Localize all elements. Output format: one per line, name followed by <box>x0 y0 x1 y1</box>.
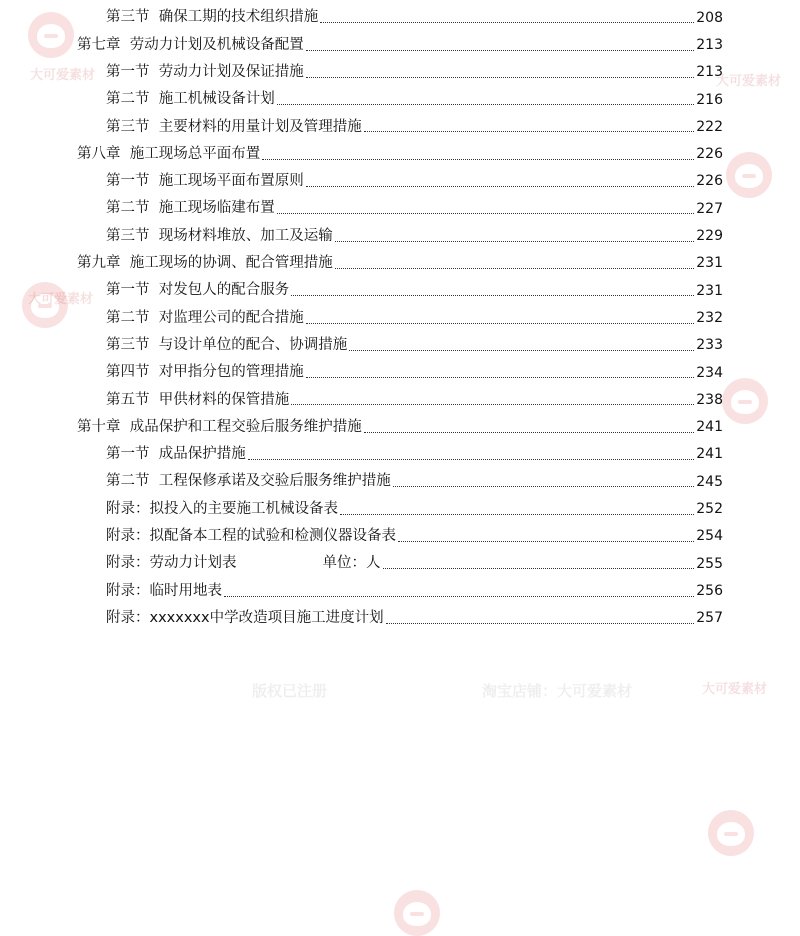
toc-entry-label: 第十章 成品保护和工程交验后服务维护措施 <box>77 418 362 435</box>
toc-entry-label: 第二节 施工现场临建布置 <box>106 200 275 217</box>
toc-leader-dots <box>224 595 694 597</box>
toc-entry[interactable] <box>0 168 800 195</box>
toc-entry-page-number: 233 <box>696 337 723 354</box>
toc-entry-label: 第二节 对监理公司的配合措施 <box>106 309 304 326</box>
toc-entry[interactable] <box>0 523 800 550</box>
watermark-brand-text: 大可爱素材 <box>716 74 782 89</box>
toc-leader-dots <box>277 212 695 214</box>
toc-entry-page-number: 213 <box>696 64 723 81</box>
toc-leader-dots <box>320 21 694 23</box>
toc-entry-label: 附录：临时用地表 <box>106 582 222 599</box>
toc-entry[interactable] <box>0 468 800 495</box>
toc-entry-page-number: 241 <box>696 419 723 436</box>
toc-entry-page-number: 231 <box>696 282 723 299</box>
toc-entry-page-number: 222 <box>696 118 723 135</box>
toc-leader-dots <box>306 49 695 51</box>
toc-entry[interactable] <box>0 113 800 140</box>
toc-entry-page-number: 252 <box>696 500 723 517</box>
toc-entry[interactable] <box>0 577 800 604</box>
toc-entry[interactable] <box>0 222 800 249</box>
toc-entry[interactable] <box>0 31 800 58</box>
toc-leader-dots <box>335 267 695 269</box>
toc-entry[interactable] <box>0 413 800 440</box>
toc-leader-dots <box>291 403 694 405</box>
toc-entry-label: 第八章 施工现场总平面布置 <box>77 145 261 162</box>
toc-entry-page-number: 234 <box>696 364 723 381</box>
toc-entry[interactable] <box>0 86 800 113</box>
toc-entry-label: 第一节 劳动力计划及保证措施 <box>106 63 304 80</box>
watermark-brand-text: 大可爱素材 <box>28 292 94 307</box>
toc-entry-page-number: 226 <box>696 173 723 190</box>
watermark-logo-icon <box>708 810 754 856</box>
toc-entry-page-number: 216 <box>696 91 723 108</box>
toc-entry-label: 第四节 对甲指分包的管理措施 <box>106 364 304 381</box>
watermark-brand-text: 大可爱素材 <box>702 682 768 697</box>
toc-entry-label: 第九章 施工现场的协调、配合管理措施 <box>77 255 333 272</box>
toc-entry-label: 第三节 主要材料的用量计划及管理措施 <box>106 118 362 135</box>
toc-leader-dots <box>262 158 694 160</box>
toc-entry-label: 第一节 成品保护措施 <box>106 446 246 463</box>
toc-leader-dots <box>277 103 695 105</box>
toc-leader-dots <box>306 376 695 378</box>
toc-entry-page-number: 256 <box>696 582 723 599</box>
toc-leader-dots <box>393 485 695 487</box>
toc-entry[interactable] <box>0 195 800 222</box>
toc-entry-page-number: 232 <box>696 309 723 326</box>
toc-entry-label: 第七章 劳动力计划及机械设备配置 <box>77 36 304 53</box>
toc-leader-dots <box>386 622 695 624</box>
toc-entry-label: 第二节 施工机械设备计划 <box>106 91 275 108</box>
toc-entry-page-number: 231 <box>696 255 723 272</box>
toc-entry[interactable] <box>0 59 800 86</box>
toc-entry[interactable] <box>0 4 800 31</box>
toc-entry[interactable] <box>0 250 800 277</box>
toc-entry-page-number: 213 <box>696 36 723 53</box>
toc-entry-label: 第一节 施工现场平面布置原则 <box>106 173 304 190</box>
toc-entry[interactable] <box>0 140 800 167</box>
toc-entry-label: 第五节 甲供材料的保管措施 <box>106 391 290 408</box>
toc-entry-label: 第三节 现场材料堆放、加工及运输 <box>106 227 333 244</box>
toc-leader-dots <box>306 185 695 187</box>
toc-entry-page-number: 227 <box>696 200 723 217</box>
toc-entry[interactable] <box>0 332 800 359</box>
toc-leader-dots <box>398 540 694 542</box>
toc-entry-page-number: 245 <box>696 473 723 490</box>
watermark-brand-text: 大可爱素材 <box>30 68 96 83</box>
toc-leader-dots <box>248 458 695 460</box>
toc-entry-page-number: 241 <box>696 446 723 463</box>
toc-entry-page-number: 208 <box>696 9 723 26</box>
toc-entry-label: 附录：拟配备本工程的试验和检测仪器设备表 <box>106 528 396 545</box>
toc-entry-label: 附录：拟投入的主要施工机械设备表 <box>106 500 338 517</box>
watermark-logo-icon <box>394 890 440 936</box>
toc-entry-label: 第三节 确保工期的技术组织措施 <box>106 9 319 26</box>
toc-entry-label: 附录：劳动力计划表 <box>106 555 237 572</box>
toc-entry-page-number: 226 <box>696 146 723 163</box>
toc-entry-page-number: 238 <box>696 391 723 408</box>
toc-entry[interactable] <box>0 441 800 468</box>
toc-leader-dots <box>349 349 694 351</box>
toc-entry-page-number: 257 <box>696 610 723 627</box>
toc-leader-dots <box>291 294 694 296</box>
toc-entry-label: 第三节 与设计单位的配合、协调措施 <box>106 336 348 353</box>
toc-leader-dots <box>335 240 695 242</box>
toc-entry-label: 第一节 对发包人的配合服务 <box>106 282 290 299</box>
toc-entry-label: 第二节 工程保修承诺及交验后服务维护措施 <box>106 473 391 490</box>
toc-entry[interactable] <box>0 495 800 522</box>
toc-leader-dots <box>364 130 695 132</box>
toc-leader-dots <box>383 567 695 569</box>
toc-entry-page-number: 255 <box>696 555 723 572</box>
toc-entry[interactable] <box>0 304 800 331</box>
toc-entry[interactable] <box>0 359 800 386</box>
toc-leader-dots <box>364 431 695 433</box>
toc-entry[interactable] <box>0 605 800 632</box>
watermark-shop-text: 淘宝店铺：大可爱素材 <box>482 682 633 700</box>
toc-leader-dots <box>306 322 695 324</box>
toc-leader-dots <box>306 76 695 78</box>
toc-entry-page-number: 229 <box>696 228 723 245</box>
toc-entry-unit: 单位：人 <box>322 555 381 572</box>
toc-entry[interactable] <box>0 550 800 577</box>
toc-entry-label: 附录：xxxxxxx中学改造项目施工进度计划 <box>106 609 384 626</box>
toc-entry[interactable] <box>0 386 800 413</box>
toc-entry-page-number: 254 <box>696 528 723 545</box>
table-of-contents <box>0 4 800 632</box>
toc-entry[interactable] <box>0 277 800 304</box>
toc-leader-dots <box>340 513 694 515</box>
watermark-copyright-text: 版权已注册 <box>252 682 328 700</box>
